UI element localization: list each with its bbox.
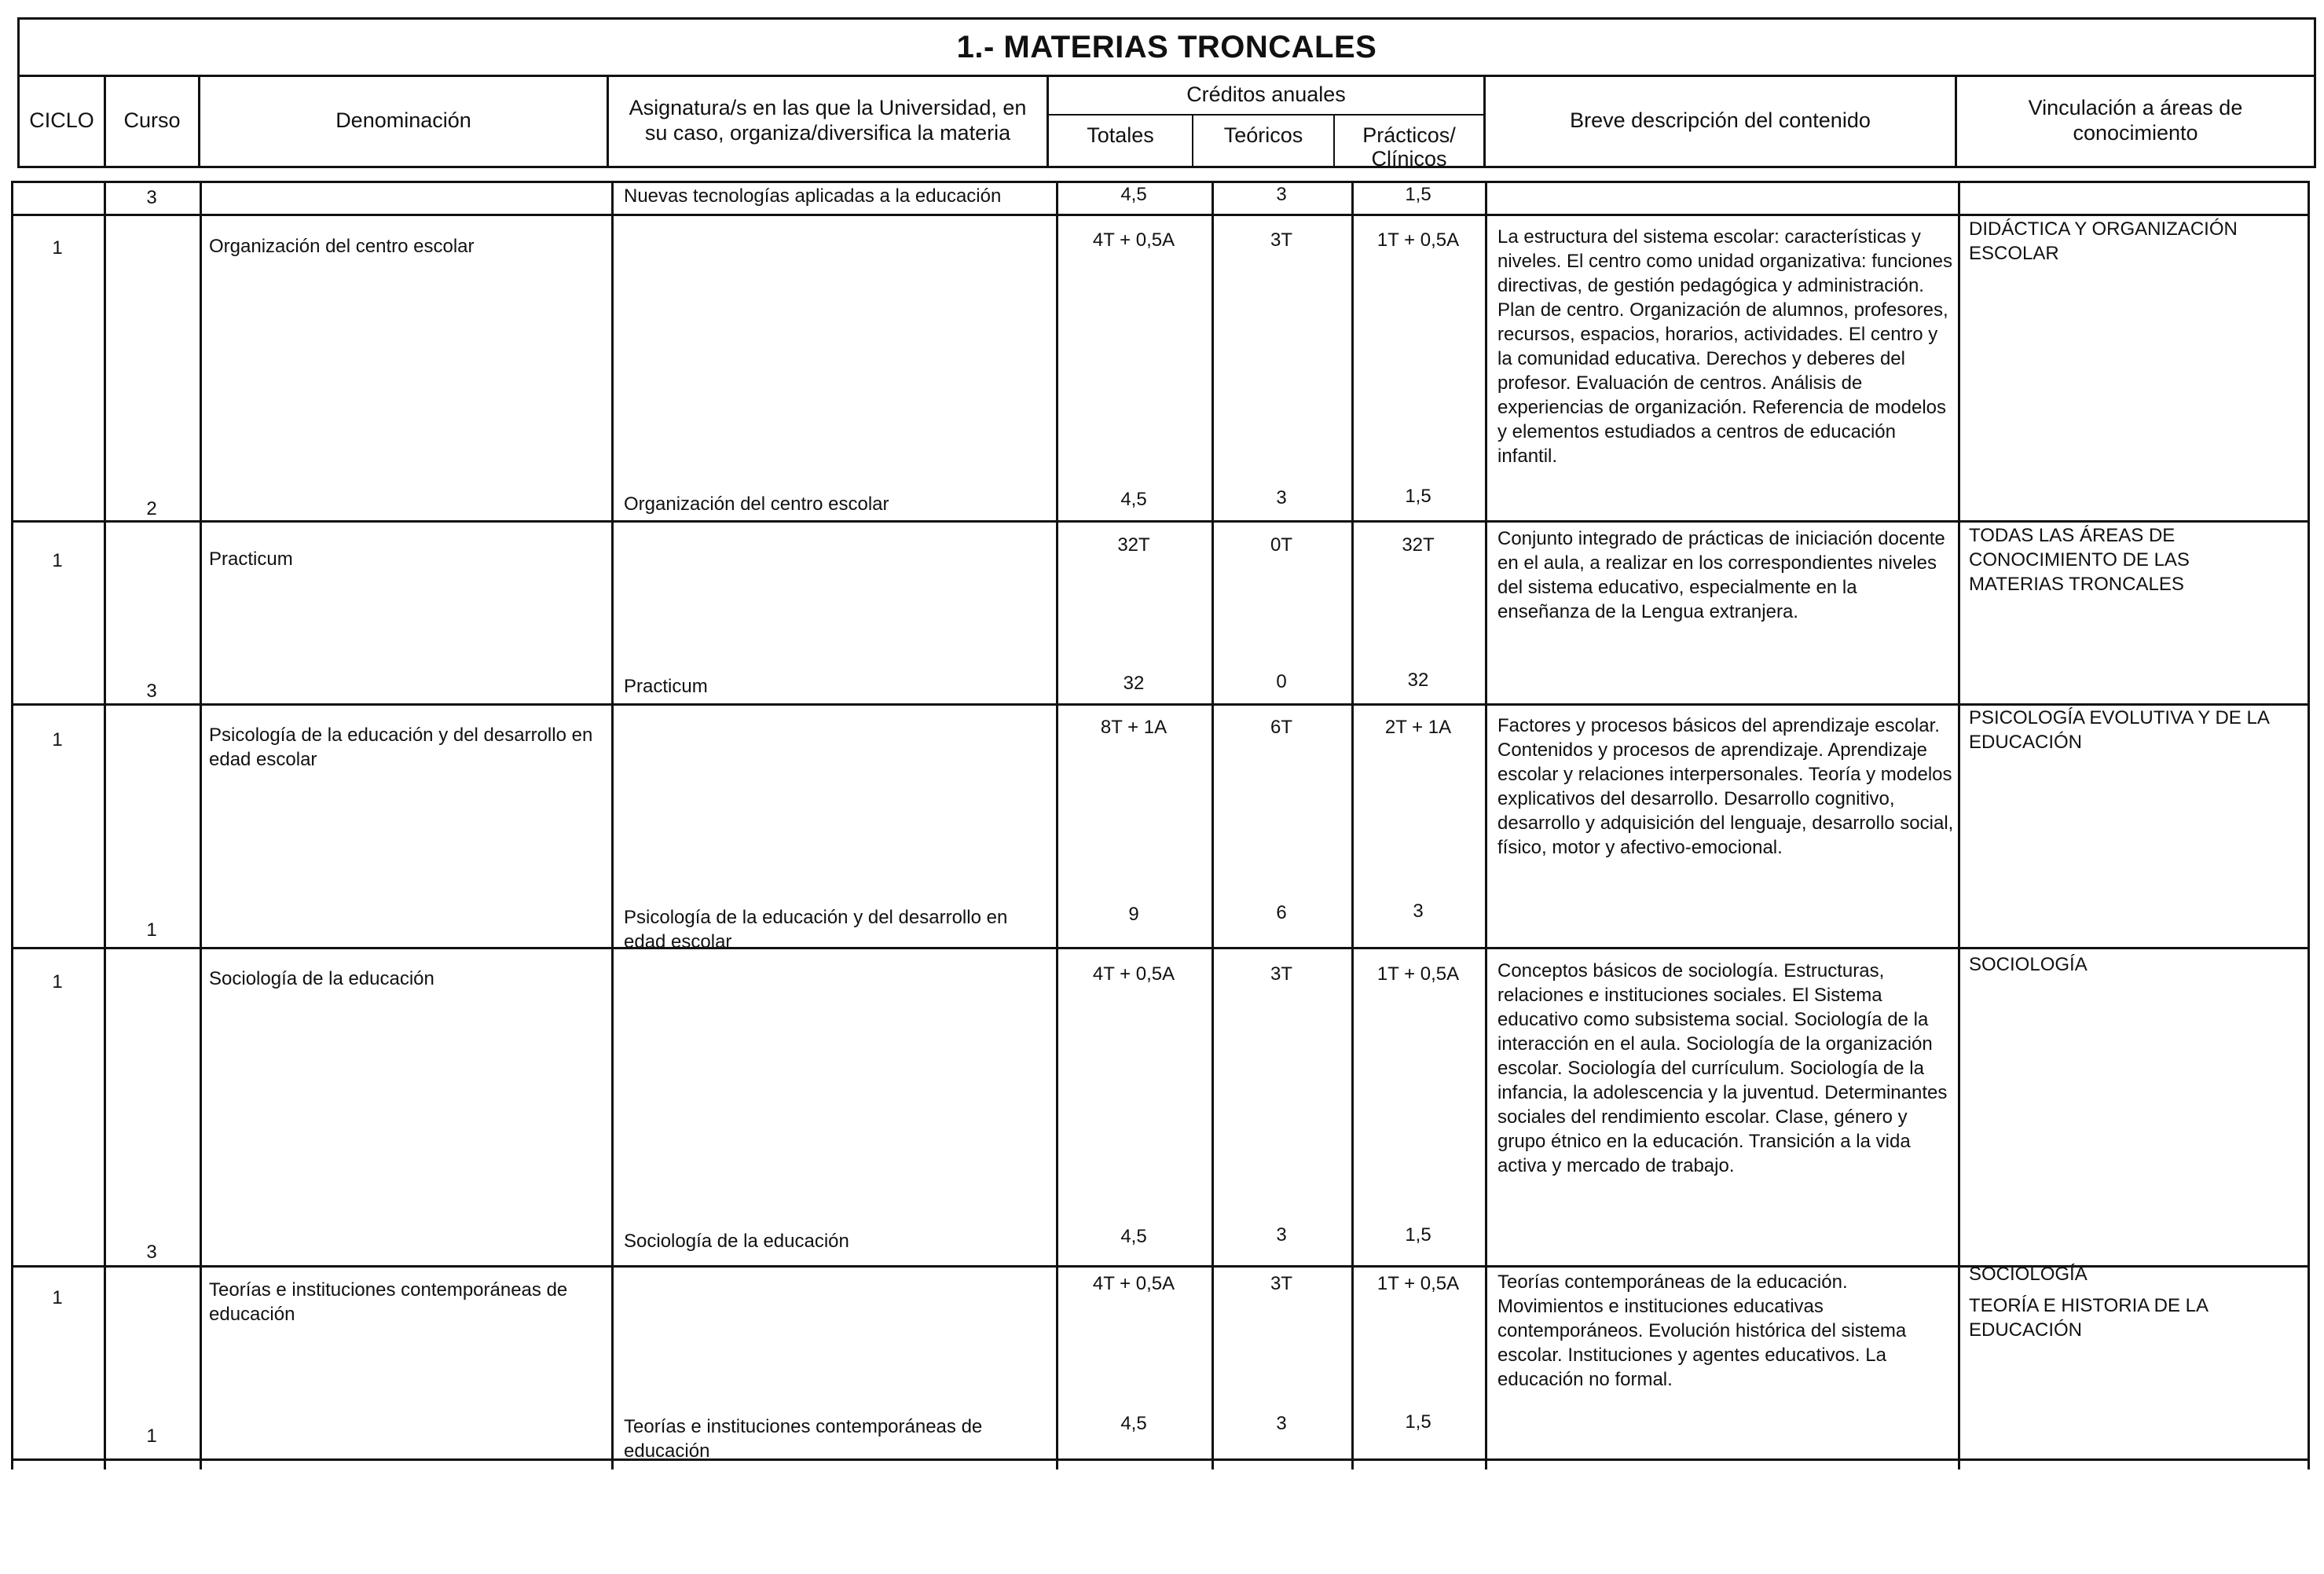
cell-teoricos-materia: 0T [1270,534,1292,556]
cell-teoricos-materia: 6T [1270,717,1292,738]
cell-teoricos: 3 [1276,1413,1287,1434]
cell-teoricos: 0 [1276,671,1287,692]
cell-denominacion: Organización del centro escolar [209,236,475,257]
header-denominacion: Denominación [200,75,609,166]
table-header [17,17,2316,171]
cell-practicos: 3 [1413,901,1424,922]
cell-asignatura: Psicología de la educación y del desarrollo en edad escolar [624,907,1008,952]
cell-totales-materia: 32T [1117,534,1150,556]
cell-descripcion: La estructura del sistema escolar: características y niveles. El centro como unidad organizativa: funciones directivas, de gestión pedagógica y administración. Plan de centro. Organización de alumnos, profesores, recursos, espacios, horarios, actividades. El centro y la comunidad educativa. Derechos y deberes del profesor. Evaluación de centros. Análisis de experiencias de organización. Referencia de modelos y elementos estudiados a centros de educación infantil. [1497,226,1952,467]
cell-totales-materia: 8T + 1A [1100,717,1167,738]
cell-denominacion: Teorías e instituciones contemporáneas de educación [209,1279,568,1325]
cell-curso: 2 [146,498,157,519]
cell-totales: 4,5 [1120,1413,1147,1434]
cell-teoricos-materia: 3T [1270,963,1292,985]
cell-practicos: 32 [1407,670,1429,691]
cell-curso: 3 [146,1242,157,1263]
cell-vinculacion: DIDÁCTICA Y ORGANIZACIÓN ESCOLAR [1969,218,2238,264]
cell-teoricos-materia: 3T [1270,229,1292,251]
cell-curso: 3 [146,187,157,208]
cell-totales-materia: 4T + 0,5A [1092,963,1175,985]
cell-totales: 4,5 [1120,1226,1147,1247]
cell-denominacion: Practicum [209,549,293,570]
cell-practicos-materia: 2T + 1A [1384,717,1452,738]
cell-teoricos-materia: 3T [1270,1273,1292,1294]
cell-vinculacion: SOCIOLOGÍA [1969,954,2088,975]
header-totales: Totales [1049,116,1193,166]
cell-ciclo: 1 [52,729,63,750]
cell-ciclo: 1 [52,237,63,259]
cell-vinculacion: PSICOLOGÍA EVOLUTIVA Y DE LA EDUCACIÓN [1969,707,2269,753]
cell-practicos-materia: 1T + 0,5A [1376,963,1460,985]
header-ciclo: CICLO [20,75,106,166]
cell-practicos: 1,5 [1405,1224,1431,1246]
cell-curso: 3 [146,681,157,702]
cell-vinculacion-secondary: TEORÍA E HISTORIA DE LA EDUCACIÓN [1969,1295,2208,1341]
cell-asignatura: Teorías e instituciones contemporáneas de educación [624,1416,983,1462]
cell-teoricos: 3 [1276,487,1287,508]
cell-curso: 1 [146,1425,157,1447]
cell-curso: 1 [146,919,157,941]
cell-vinculacion: TODAS LAS ÁREAS DE CONOCIMIENTO DE LAS MATERIAS TRONCALES [1969,525,2190,595]
cell-descripcion: Teorías contemporáneas de la educación. Movimientos e instituciones educativas contemporáneos. Evolución histórica del sistema escolar. Instituciones y agentes educativos. La educación no formal. [1497,1271,1907,1390]
cell-practicos-materia: 1T + 0,5A [1376,1273,1460,1294]
header-descripcion: Breve descripción del contenido [1486,75,1957,166]
cell-totales: 4,5 [1120,489,1147,510]
page-title: 1.- MATERIAS TRONCALES [20,20,2314,77]
cell-denominacion: Sociología de la educación [209,968,434,989]
cell-teoricos: 3 [1276,1224,1287,1246]
header-teoricos: Teóricos [1193,116,1335,166]
cell-ciclo: 1 [52,550,63,571]
cell-asignatura: Practicum [624,676,708,697]
header-curso: Curso [106,75,200,166]
cell-practicos: 1,5 [1405,1411,1431,1433]
header-vinculacion: Vinculación a áreas de conocimiento [2028,96,2243,145]
subjects-table [11,181,2310,1469]
cell-totales-materia: 4T + 0,5A [1092,229,1175,251]
cell-practicos: 1,5 [1405,184,1431,205]
cell-asignatura: Organización del centro escolar [624,493,889,515]
cell-totales: 9 [1128,904,1139,925]
cell-practicos: 1,5 [1405,486,1431,507]
cell-descripcion: Conceptos básicos de sociología. Estructuras, relaciones e instituciones sociales. El Sistema educativo como subsistema social. Sociología de la interacción en el aula. Sociología de la organización escolar. Sociología del currículum. Sociología de la infancia, la adolescencia y la juventud. Determinantes sociales del rendimiento escolar. Clase, género y grupo étnico en la educación. Transición a la vida activa y mercado de trabajo. [1497,960,1948,1176]
cell-totales-materia: 4T + 0,5A [1092,1273,1175,1294]
header-creditos: Créditos anuales [1049,75,1486,116]
cell-practicos-materia: 1T + 0,5A [1376,229,1460,251]
header-asignaturas: Asignatura/s en las que la Universidad, en su caso, organiza/diversifica la materia [609,75,1049,166]
cell-ciclo: 1 [52,971,63,992]
cell-ciclo: 1 [52,1287,63,1308]
cell-teoricos: 6 [1276,902,1287,923]
cell-denominacion: Psicología de la educación y del desarrollo en edad escolar [209,725,593,770]
cell-teoricos: 3 [1276,184,1287,205]
cell-totales: 32 [1123,673,1145,694]
cell-asignatura: Sociología de la educación [624,1231,849,1252]
cell-descripcion: Conjunto integrado de prácticas de iniciación docente en el aula, a realizar en los correspondientes niveles del sistema educativo, especialmente en la enseñanza de la Lengua extranjera. [1497,528,1945,622]
cell-descripcion: Factores y procesos básicos del aprendizaje escolar. Contenidos y procesos de aprendizaje. Aprendizaje escolar y relaciones interpersonales. Teoría y modelos explicativos del desarrollo. Desarrollo cognitivo, desarrollo y adquisición del lenguaje, desarrollo social, físico, motor y afectivo-emocional. [1497,715,1954,858]
cell-asignatura: Nuevas tecnologías aplicadas a la educación [624,185,1002,207]
header-practicos: Prácticos/ Clínicos [1335,116,1486,166]
cell-totales: 4,5 [1120,184,1147,205]
cell-practicos-materia: 32T [1402,534,1435,556]
cell-vinculacion: SOCIOLOGÍA [1969,1264,2088,1285]
